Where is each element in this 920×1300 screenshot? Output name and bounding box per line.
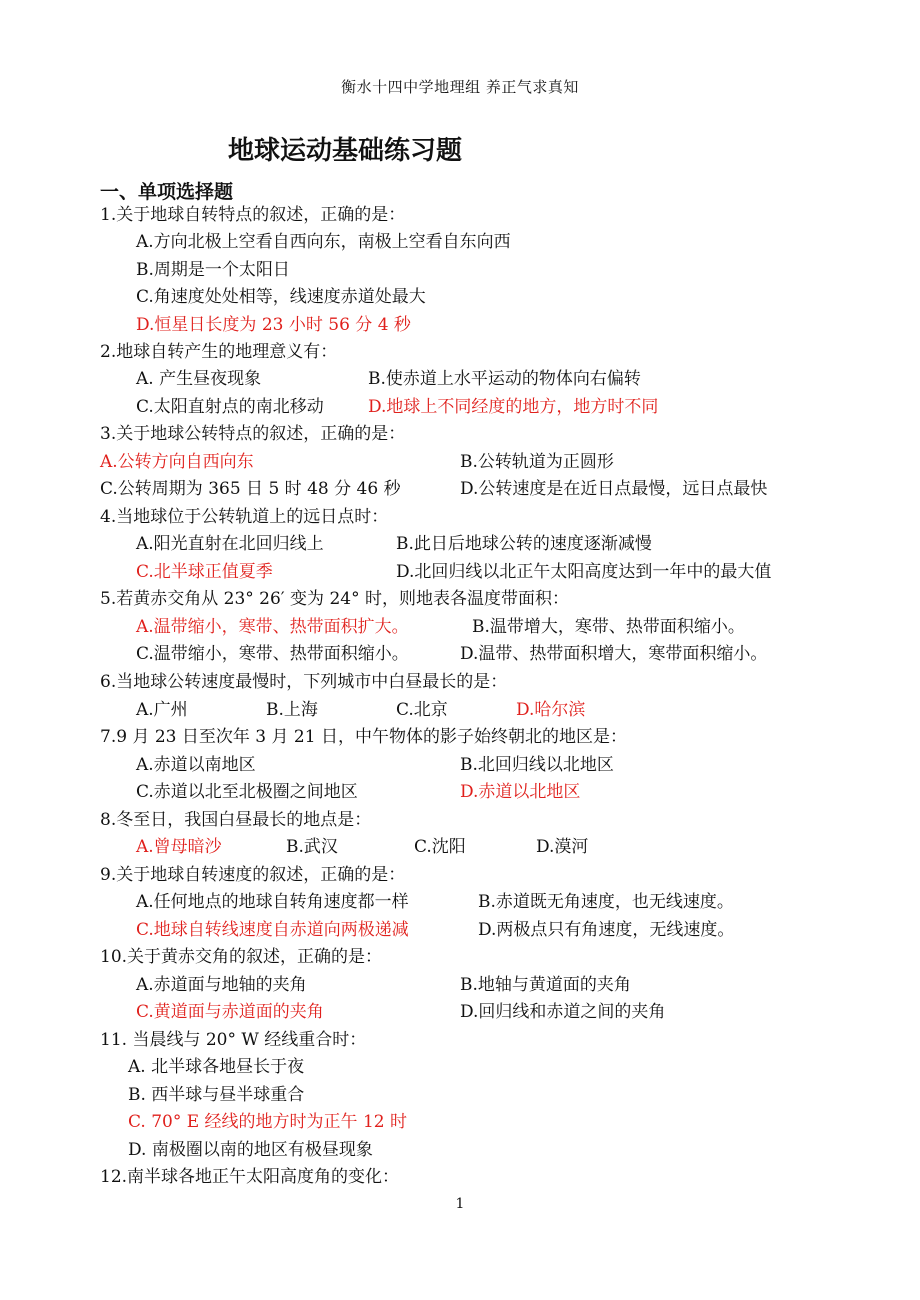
answer-line: C.北半球正值夏季 <box>136 562 273 582</box>
question-line: B.地轴与黄道面的夹角 <box>460 975 631 995</box>
question-line: B.公转轨道为正圆形 <box>460 452 614 472</box>
answer-line: D.哈尔滨 <box>516 700 586 720</box>
question-line: B.武汉 <box>286 837 338 857</box>
question-line: A.阳光直射在北回归线上 <box>136 534 324 554</box>
question-line: 4.当地球位于公转轨道上的远日点时： <box>100 507 389 527</box>
question-line: 9.关于地球自转速度的叙述，正确的是： <box>100 865 406 885</box>
question-line: C.太阳直射点的南北移动 <box>136 397 324 417</box>
answer-line: D.地球上不同经度的地方，地方时不同 <box>368 397 659 417</box>
question-line: D.两极点只有角速度，无线速度。 <box>478 920 735 940</box>
question-line: B. 西半球与昼半球重合 <box>128 1085 305 1105</box>
answer-line: C.黄道面与赤道面的夹角 <box>136 1002 324 1022</box>
question-line: B.温带增大，寒带、热带面积缩小。 <box>472 617 745 637</box>
question-line: C.公转周期为 365 日 5 时 48 分 46 秒 <box>100 479 401 499</box>
answer-line: C.地球自转线速度自赤道向两极递减 <box>136 920 409 940</box>
section-heading: 一、单项选择题 <box>100 181 234 203</box>
question-line: D.漠河 <box>536 837 589 857</box>
question-line: A. 产生昼夜现象 <box>136 369 262 389</box>
page-header: 衡水十四中学地理组 养正气求真知 <box>341 78 579 96</box>
question-line: 3.关于地球公转特点的叙述，正确的是： <box>100 424 406 444</box>
question-line: A. 北半球各地昼长于夜 <box>128 1057 305 1077</box>
document-title: 地球运动基础练习题 <box>228 136 463 166</box>
question-line: C.温带缩小，寒带、热带面积缩小。 <box>136 644 409 664</box>
answer-line: D.恒星日长度为 23 小时 56 分 4 秒 <box>136 315 411 335</box>
question-line: A.任何地点的地球自转角速度都一样 <box>136 892 409 912</box>
question-line: A.赤道以南地区 <box>136 755 256 775</box>
question-line: 12.南半球各地正午太阳高度角的变化： <box>100 1167 400 1187</box>
answer-line: D.赤道以北地区 <box>460 782 581 802</box>
answer-line: A.公转方向自西向东 <box>100 452 254 472</box>
question-line: 2.地球自转产生的地理意义有： <box>100 342 338 362</box>
question-line: A.赤道面与地轴的夹角 <box>136 975 307 995</box>
question-line: C.沈阳 <box>414 837 466 857</box>
question-line: A.广州 <box>136 700 188 720</box>
question-line: B.此日后地球公转的速度逐渐减慢 <box>396 534 652 554</box>
question-line: 7.9 月 23 日至次年 3 月 21 日，中午物体的影子始终朝北的地区是： <box>100 727 627 747</box>
question-line: C.赤道以北至北极圈之间地区 <box>136 782 358 802</box>
question-line: B.北回归线以北地区 <box>460 755 614 775</box>
answer-line: A.温带缩小，寒带、热带面积扩大。 <box>136 617 409 637</box>
question-line: B.赤道既无角速度，也无线速度。 <box>478 892 734 912</box>
question-line: D.公转速度是在近日点最慢，远日点最快 <box>460 479 768 499</box>
question-line: A.方向北极上空看自西向东，南极上空看自东向西 <box>136 232 511 252</box>
question-line: B.周期是一个太阳日 <box>136 260 290 280</box>
question-line: 11. 当晨线与 20° W 经线重合时： <box>100 1030 367 1050</box>
question-line: D.回归线和赤道之间的夹角 <box>460 1002 666 1022</box>
question-line: 5.若黄赤交角从 23° 26′ 变为 24° 时，则地表各温度带面积： <box>100 589 569 609</box>
page-number: 1 <box>455 1196 465 1212</box>
question-line: B.上海 <box>266 700 318 720</box>
question-line: 10.关于黄赤交角的叙述，正确的是： <box>100 947 383 967</box>
question-line: D.温带、热带面积增大，寒带面积缩小。 <box>460 644 768 664</box>
question-line: 1.关于地球自转特点的叙述，正确的是： <box>100 205 406 225</box>
answer-line: A.曾母暗沙 <box>136 837 222 857</box>
question-line: C.北京 <box>396 700 448 720</box>
question-line: B.使赤道上水平运动的物体向右偏转 <box>368 369 641 389</box>
question-line: C.角速度处处相等，线速度赤道处最大 <box>136 287 426 307</box>
question-line: 6.当地球公转速度最慢时，下列城市中白昼最长的是： <box>100 672 508 692</box>
question-line: D.北回归线以北正午太阳高度达到一年中的最大值 <box>396 562 772 582</box>
question-line: D. 南极圈以南的地区有极昼现象 <box>128 1140 373 1160</box>
answer-line: C. 70° E 经线的地方时为正午 12 时 <box>128 1112 407 1132</box>
question-line: 8.冬至日，我国白昼最长的地点是： <box>100 810 372 830</box>
